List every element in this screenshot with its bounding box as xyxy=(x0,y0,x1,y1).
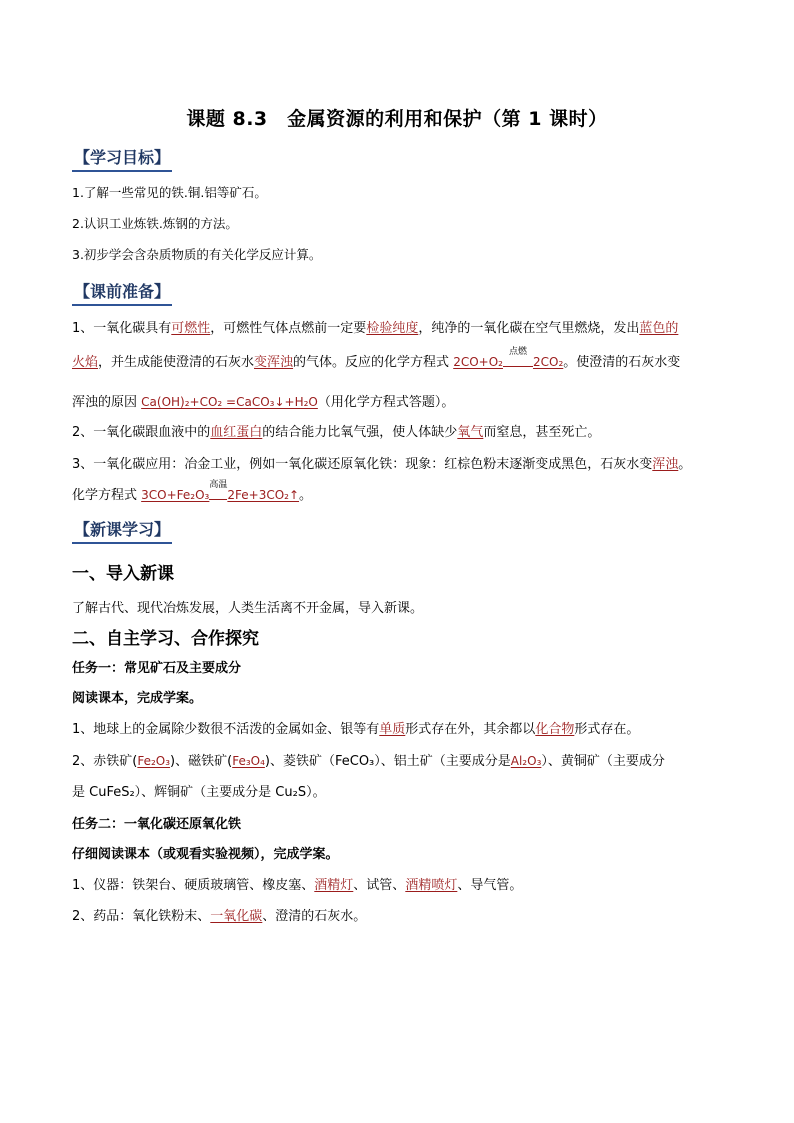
prep-line-1 xyxy=(72,320,732,338)
answer-blank: 变浑浊 xyxy=(254,355,294,370)
prep-line-4 xyxy=(72,424,732,442)
answer-blank: 酒精灯 xyxy=(314,878,354,893)
answer-blank: 氧气 xyxy=(457,425,484,440)
text: 形式存在。 xyxy=(574,722,640,737)
answer-blank: Fe₂O₃ xyxy=(137,754,171,768)
intro-text: 了解古代、现代冶炼发展，人类生活离不开金属，导入新课。 xyxy=(72,601,424,616)
text: 。 xyxy=(299,488,313,503)
prep-line-5 xyxy=(72,456,732,474)
answer-blank: Fe₃O₄ xyxy=(232,754,265,768)
equation-right: 2Fe+3CO₂↑ xyxy=(227,488,300,502)
section-header-prep: 【课前准备】 xyxy=(72,282,172,306)
text: 2、药品：氧化铁粉末、 xyxy=(72,909,211,924)
text: 。 xyxy=(678,457,692,472)
page-title: 课题 8.3 金属资源的利用和保护（第 1 课时） xyxy=(186,108,608,130)
answer-blank: 蓝色的 xyxy=(639,321,679,336)
text: 2、赤铁矿( xyxy=(72,754,138,769)
text: （用化学方程式答题）。 xyxy=(317,395,455,410)
task-one-line-1 xyxy=(72,721,732,739)
text: ）、黄铜矿（主要成分 xyxy=(541,754,665,769)
task-two-line-1 xyxy=(72,877,732,895)
answer-blank: 可燃性 xyxy=(171,321,211,336)
text: 2、一氧化碳跟血液中的 xyxy=(72,425,211,440)
text: 的气体。反应的化学方程式 xyxy=(293,355,450,370)
text: 化学方程式 xyxy=(72,488,138,503)
prep-line-2 xyxy=(72,347,732,372)
task-two-line-2 xyxy=(72,908,732,926)
task-two-instruction: 仔细阅读课本（或观看实验视频），完成学案。 xyxy=(72,847,339,862)
answer-blank: 浑浊 xyxy=(652,457,679,472)
section-header-goals: 【学习目标】 xyxy=(72,148,172,172)
prep-line-3 xyxy=(72,393,732,412)
answer-blank: 血红蛋白 xyxy=(210,425,263,440)
equation-answer xyxy=(453,347,564,369)
text: ，纯净的一氧化碳在空气里燃烧，发出 xyxy=(418,321,640,336)
text: 1、地球上的金属除少数很不活泼的金属如金、银等有 xyxy=(72,722,380,737)
goal-item: 2.认识工业炼铁.炼钢的方法。 xyxy=(72,216,238,231)
goal-item: 3.初步学会含杂质物质的有关化学反应计算。 xyxy=(72,247,322,262)
text: 而窒息，甚至死亡。 xyxy=(483,425,601,440)
task-one-line-2 xyxy=(72,752,732,771)
text: )、菱铁矿（FeCO₃）、铝土矿（主要成分是 xyxy=(264,754,511,769)
goal-item: 1.了解一些常见的铁.铜.铝等矿石。 xyxy=(72,185,267,200)
text: 1、一氧化碳具有 xyxy=(72,321,172,336)
answer-blank: 酒精喷灯 xyxy=(405,878,458,893)
heading-intro: 一、导入新课 xyxy=(72,564,174,584)
text: 、澄清的石灰水。 xyxy=(262,909,367,924)
equation-answer xyxy=(141,480,300,502)
condition-label: 点燃 xyxy=(508,347,527,357)
text: 3、一氧化碳应用：冶金工业，例如一氧化碳还原氧化铁：现象：红棕色粉末逐渐变成黑色，石灰水变 xyxy=(72,457,653,472)
equation-condition xyxy=(503,347,533,371)
text: 浑浊的原因 xyxy=(72,395,138,410)
text: 、试管、 xyxy=(353,878,406,893)
equation-left: 2CO+O₂ xyxy=(453,355,503,369)
task-one-line-3: 是 CuFeS₂）、辉铜矿（主要成分是 Cu₂S）。 xyxy=(72,785,326,800)
answer-blank: 火焰 xyxy=(72,355,99,370)
answer-blank: 检验纯度 xyxy=(366,321,419,336)
text: ，并生成能使澄清的石灰水 xyxy=(98,355,255,370)
text: 、导气管。 xyxy=(457,878,523,893)
answer-blank: 单质 xyxy=(379,722,406,737)
equation-right: 2CO₂ xyxy=(532,355,564,369)
heading-explore: 二、自主学习、合作探究 xyxy=(72,629,259,649)
text: 。使澄清的石灰水变 xyxy=(563,355,681,370)
equation-answer: Ca(OH)₂+CO₂ =CaCO₃↓+H₂O xyxy=(141,395,318,409)
equation-left: 3CO+Fe₂O₃ xyxy=(141,488,210,502)
text: 1、仪器：铁架台、硬质玻璃管、橡皮塞、 xyxy=(72,878,315,893)
text: 的结合能力比氧气强，使人体缺少 xyxy=(262,425,458,440)
answer-blank: 一氧化碳 xyxy=(210,909,263,924)
equation-condition xyxy=(209,480,228,504)
task-one-instruction: 阅读课本，完成学案。 xyxy=(72,691,203,706)
text: )、磁铁矿( xyxy=(170,754,233,769)
text: ，可燃性气体点燃前一定要 xyxy=(210,321,367,336)
condition-label: 高温 xyxy=(209,480,228,490)
answer-blank: 化合物 xyxy=(535,722,575,737)
prep-line-6 xyxy=(72,480,732,505)
task-one-title: 任务一：常见矿石及主要成分 xyxy=(72,661,242,676)
task-two-title: 任务二：一氧化碳还原氧化铁 xyxy=(72,817,242,832)
answer-blank: Al₂O₃ xyxy=(510,754,542,768)
section-header-new: 【新课学习】 xyxy=(72,520,172,544)
text: 形式存在外，其余都以 xyxy=(405,722,536,737)
